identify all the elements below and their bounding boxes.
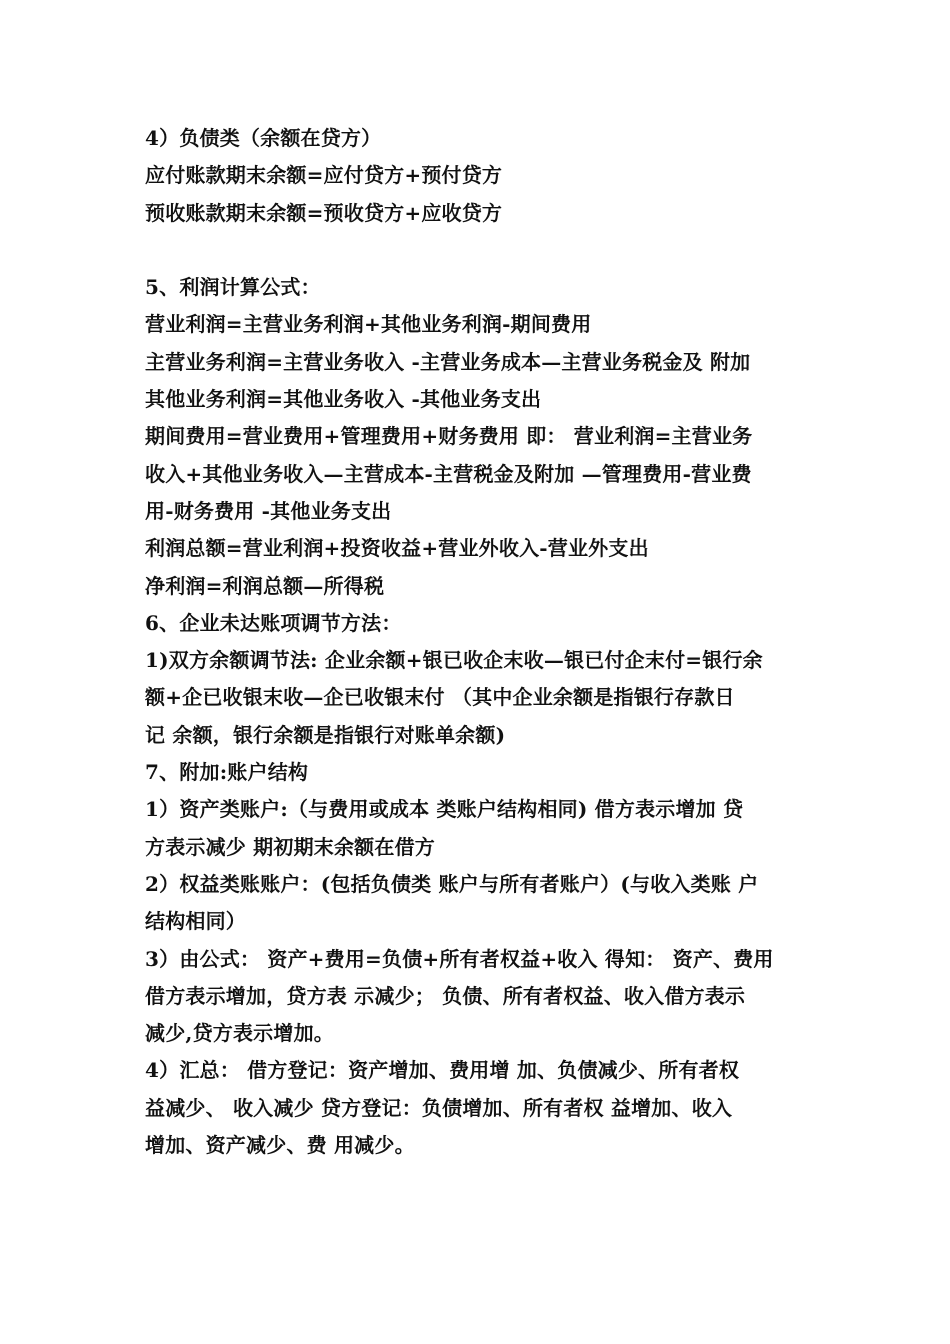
text-line: 1)双方余额调节法: 企业余额+银已收企末收—银已付企末付=银行余 bbox=[145, 648, 763, 673]
text-line: 4）负债类（余额在贷方） bbox=[145, 126, 382, 150]
text-line: 4）汇总： 借方登记：资产增加、费用增 加、负债减少、所有者权 bbox=[145, 1058, 740, 1083]
text-line: 方表示减少 期初期末余额在借方 bbox=[145, 834, 435, 859]
text-line: 2）权益类账账户：(包括负债类 账户与所有者账户）(与收入类账 户 bbox=[145, 871, 759, 896]
text-line: 利润总额=营业利润+投资收益+营业外收入-营业外支出 bbox=[145, 536, 649, 561]
text-line: 期间费用=营业费用+管理费用+财务费用 即： 营业利润=主营业务 bbox=[145, 424, 753, 449]
text-line: 结构相同） bbox=[145, 909, 246, 934]
text-line: 应付账款期末余额=应付贷方+预付贷方 bbox=[145, 163, 503, 188]
blank-line bbox=[145, 232, 810, 269]
text-line: 收入+其他业务收入—主营成本-主营税金及附加 —管理费用-营业费 bbox=[145, 461, 752, 486]
section-heading: 6、企业未达账项调节方法： bbox=[145, 610, 402, 635]
document-page bbox=[145, 120, 810, 1164]
text-line: 益减少、 收入减少 贷方登记：负债增加、所有者权 益增加、收入 bbox=[145, 1095, 733, 1120]
text-line: 预收账款期末余额=预收贷方+应收贷方 bbox=[145, 200, 503, 225]
text-line: 主营业务利润=主营业务收入 -主营业务成本—主营业务税金及 附加 bbox=[145, 349, 751, 374]
text-line: 1）资产类账户:（与费用或成本 类账户结构相同) 借方表示增加 贷 bbox=[145, 797, 744, 822]
text-line: 用-财务费用 -其他业务支出 bbox=[145, 498, 392, 523]
text-line: 增加、资产减少、费 用减少。 bbox=[145, 1133, 415, 1158]
text-line: 其他业务利润=其他业务收入 -其他业务支出 bbox=[145, 387, 542, 412]
text-line: 减少,贷方表示增加。 bbox=[145, 1021, 334, 1046]
text-line: 额+企已收银末收—企已收银末付 （其中企业余额是指银行存款日 bbox=[145, 685, 735, 710]
text-line: 3）由公式： 资产+费用=负债+所有者权益+收入 得知： 资产、费用 bbox=[145, 946, 774, 971]
text-line: 营业利润=主营业务利润+其他业务利润-期间费用 bbox=[145, 312, 592, 337]
section-heading: 7、附加:账户结构 bbox=[145, 760, 309, 785]
text-line: 借方表示增加，贷方表 示减少； 负债、所有者权益、收入借方表示 bbox=[145, 983, 746, 1008]
section-heading: 5、利润计算公式： bbox=[145, 275, 321, 300]
text-line: 净利润=利润总额—所得税 bbox=[145, 573, 385, 598]
text-line: 记 余额，银行余额是指银行对账单余额) bbox=[145, 722, 506, 747]
